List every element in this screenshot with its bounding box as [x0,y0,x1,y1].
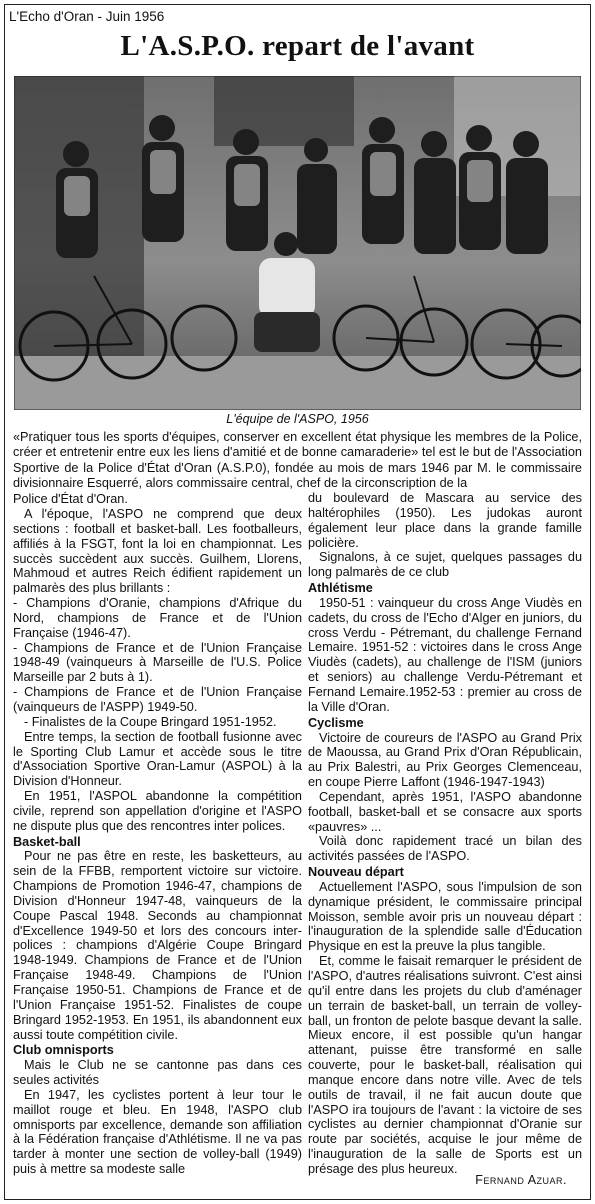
section-heading-omnisports: Club omnisports [13,1043,114,1058]
paragraph: Signalons, à ce sujet, quelques passages du long palmarès de ce club [308,550,582,580]
section-heading-basket: Basket-ball [13,834,81,849]
paragraph: Entre temps, la section de football fusionne avec le Sporting Club Lamur et accède sous le titre d'Association Sportive Oran-Lamur (ASPOL) à la Division d'Honneur. [13,729,302,789]
right-column [308,491,582,1177]
section-heading-cyclisme: Cyclisme [308,715,364,730]
paragraph: A l'époque, l'ASPO ne comprend que deux sections : football et basket-ball. Les footballeurs, affiliés à la FSGT, font la loi en championnat. Les succès succèdent aux succès. Guilhem, Llorens, Mahmoud et autres Reich édifient rapidement un palmarès des plus brillants : [13,507,302,596]
list-item: - Champions de France et de l'Union Française (vainqueurs de l'ASPP) 1949-50. [13,685,302,714]
paragraph: Actuellement l'ASPO, sous l'impulsion de son dynamique président, le commissaire principal Moisson, semble avoir pris un nouveau départ : l'inauguration de la splendide salle d'Éducation Physique en est la preuve la plus tangible. [308,879,582,954]
section-heading-athletisme: Athlétisme [308,581,373,596]
paragraph: 1950-51 : vainqueur du cross Ange Viudès en cadets, du cross de l'Echo d'Alger en juniors, du cross Verdu - Pétremant, du challenge Fernand Lemaire. 1951-52 : victoires dans le cross Ange Viudès (cadets), au challenge de l'ISM (juniors et seniors) au challenge Verdu-Pétremant et Fernand Lemaire.1952-53 : premier au cross de la Ville d'Oran. [308,595,582,714]
list-item: - Finalistes de la Coupe Bringard 1951-1952. [24,714,277,729]
paragraph: du boulevard de Mascara au service des haltérophiles (1950). Les judokas auront également leur place dans la grande famille policière. [308,491,582,550]
source-line: L'Echo d'Oran - Juin 1956 [9,9,165,24]
intro-text-end: Police d'État d'Oran. [13,491,128,506]
paragraph: Et, comme le faisait remarquer le président de l'ASPO, d'autres réalisations suivront. C'est ainsi qu'il entre dans les projets du club d'aménager un terrain de basket-ball, un terrain de volley-ball, un fronton de pelote basque devant la salle. Mieux encore, il est possible qu'un hangar attenant, puisse être transformé en salle couverte, pour le basket-ball, réalisation qui manque encore dans notre ville. Avec de tels outils de travail, il ne fait aucun doute que l'ASPO ira toujours de l'avant : la victoire de ses cyclistes au dernier championnat d'Oranie sur route par sociétés, acquise le jour même de l'inauguration de la salle de Sports est un présage des plus heureux. [308,954,582,1176]
paragraph: Voilà donc rapidement tracé un bilan des activités passées de l'ASPO. [308,834,582,864]
paragraph: Mais le Club ne se cantonne pas dans ces seules activités [13,1058,302,1088]
paragraph: Cependant, après 1951, l'ASPO abandonne football, basket-ball et se consacre aux sports «pauvres» ... [308,789,582,834]
photo-caption: L'équipe de l'ASPO, 1956 [226,412,369,426]
list-item: - Champions de France et de l'Union Française 1948-49 (vainqueurs à Marseille de l'U.S. Police Marseille par 2 buts à 1). [13,640,302,685]
team-photo [14,76,581,410]
paragraph: Victoire de coureurs de l'ASPO au Grand Prix de Maoussa, au Grand Prix d'Oran Républicain, au Prix Balestri, au Prix Georges Clemenceau, en coupe Pierre Laffont (1946-1947-1943) [308,730,582,790]
list-item: - Champions d'Oranie, champions d'Afrique du Nord, champions de France et de l'Union Française (1946-47). [13,596,302,640]
author-signature: Fernand Azuar. [475,1173,567,1187]
paragraph: En 1951, l'ASPOL abandonne la compétition civile, reprend son appellation d'origine et l'ASPO ne dispute plus que des rencontres inter polices. [13,789,302,833]
section-heading-nouveau-depart: Nouveau départ [308,865,404,880]
intro-text: «Pratiquer tous les sports d'équipes, conserver en excellent état physique les membres de la Police, créer et entretenir entre eux les liens d'amitié et de bonne camaraderie» tel est le but de l'Association Sportive de la Police d'État d'Oran (A.S.P.0), fondée au mois de mars 1946 par M. le commissaire divisionnaire Esquerré, alors commissaire central, chef de la circonscription de la [13,430,582,491]
paragraph: Pour ne pas être en reste, les basketteurs, au sein de la FFBB, remportent victoire sur victoire. Champions de Promotion 1946-47, champions de Division d'Honneur 1947-48, vainqueurs de la Coupe Pascal 1948. Seconds au championnat d'Excellence 1949-50 et lors des concours inter-polices : champions d'Algérie Coupe Bringard 1948-1949. Champions de France et de l'Union Française 1948-49. Champions de l'Union Française 1950-51. Champions de France et de l'Union Française 1951-52. Finalistes de coupe Bringard 1952-1953. En 1951, ils abandonnent eux aussi toute compétition civile. [13,849,302,1042]
left-column [13,507,302,1177]
headline: L'A.S.P.O. repart de l'avant [120,30,475,62]
paragraph: En 1947, les cyclistes portent à leur tour le maillot rouge et bleu. En 1948, l'ASPO club omnisports par excellence, demande son affiliation à la Fédération française d'Athlétisme. Il ne va pas tarder à monter une section de volley-ball (1949) puis à mettre sa modeste salle [13,1087,302,1177]
